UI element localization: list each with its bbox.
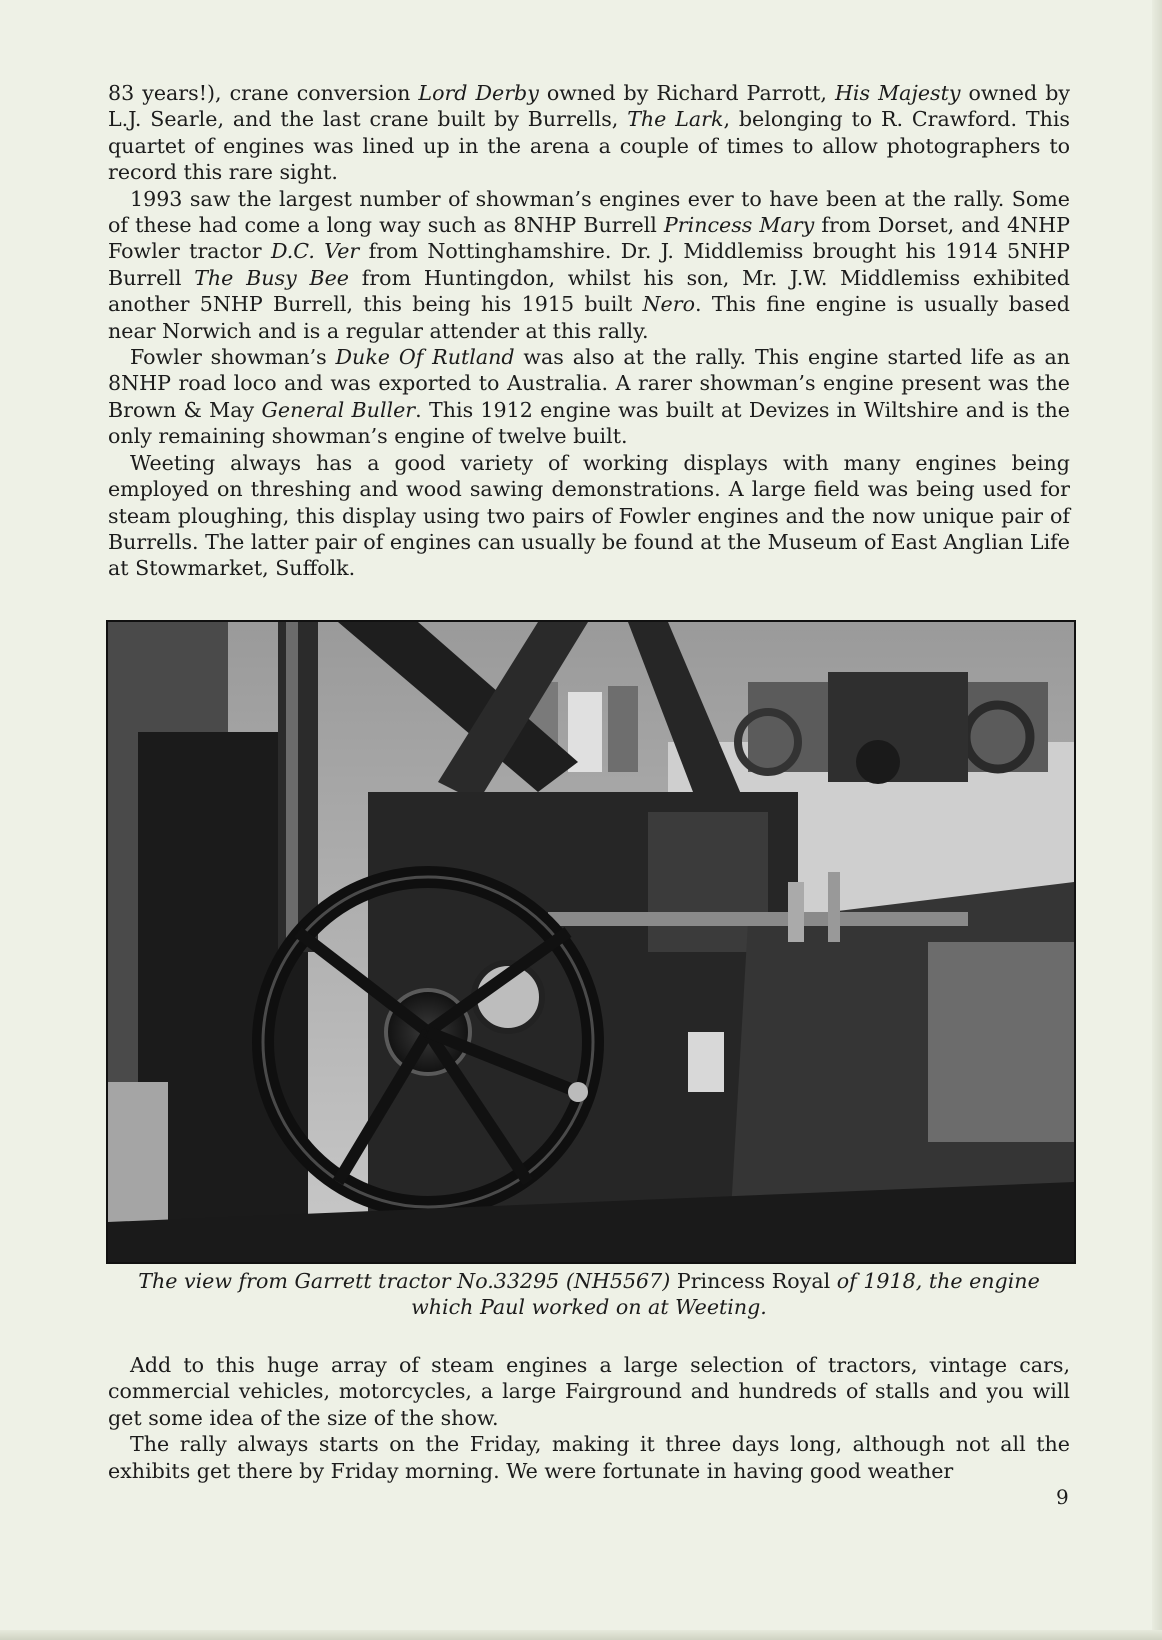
text-run: Add to this huge array of steam engines a large selection of tractors, vintage cars, commercial vehicles, motorcycles, a large Fairground and hundreds of stalls and you will get some idea of the size of the show. xyxy=(108,1353,1070,1430)
text-run: 1993 saw the largest number of showman’s engines ever to have been at the rally. Some of these had come a long way such as 8NHP Burrell xyxy=(108,186,1070,238)
text-run: was also at the rally. This engine started life as an 8NHP road loco and was exported to Australia. A rarer showman’s engine present was the Brown & May xyxy=(108,345,1070,422)
caption-engine-name: Princess Royal xyxy=(676,1269,831,1293)
italic-title: Princess Mary xyxy=(663,213,815,238)
paragraph xyxy=(108,1352,1070,1431)
text-run: from Huntingdon, whilst his son, Mr. J.W. Middlemiss exhibited another 5NHP Burrell, this being his 1915 built xyxy=(108,265,1070,317)
italic-title: Nero xyxy=(642,292,695,317)
paragraph xyxy=(108,344,1070,450)
text-run: The rally always starts on the Friday, making it three days long, although not all the exhibits get there by Friday morning. We were fortunate in having good weather xyxy=(108,1432,1070,1483)
italic-title: The Lark xyxy=(627,107,724,132)
paragraph xyxy=(108,186,1070,344)
top-text-block xyxy=(108,80,1070,582)
italic-title: Duke Of Rutland xyxy=(335,345,515,370)
text-run: . This 1912 engine was built at Devizes in Wiltshire and is the only remaining showman’s engine of twelve built. xyxy=(108,397,1070,449)
italic-title: Lord Derby xyxy=(418,81,539,105)
paragraph xyxy=(108,1431,1070,1484)
bottom-text-block xyxy=(108,1352,1070,1484)
italic-title: General Buller xyxy=(261,397,416,422)
text-run: Fowler showman’s xyxy=(130,345,336,370)
paragraph xyxy=(108,450,1070,582)
page-bottom-edge xyxy=(0,1630,1162,1640)
page-edge xyxy=(1152,0,1162,1640)
text-run: 83 years!), crane conversion xyxy=(108,81,419,105)
photo-caption xyxy=(108,1268,1070,1320)
italic-title: The Busy Bee xyxy=(194,265,349,290)
paragraph xyxy=(108,80,1070,186)
engine-cab-photo xyxy=(106,620,1076,1264)
text-run: owned by L.J. Searle, and the last crane built by Burrells, xyxy=(108,81,1071,132)
text-run: Weeting always has a good variety of working displays with many engines being employed on threshing and wood sawing demonstrations. A large field was being used for steam ploughing, this display using two pairs of Fowler engines and the now unique pair of Burrells. The latter pair of engines can usually be found at the Museum of East Anglian Life at Stowmarket, Suffolk. xyxy=(108,450,1070,581)
text-run: . This fine engine is usually based near Norwich and is a regular attender at this rally. xyxy=(108,292,1070,343)
text-run: from Nottinghamshire. Dr. J. Middlemiss brought his 1914 5NHP Burrell xyxy=(108,239,1070,290)
caption-part-1: The view from Garrett tractor No.33295 (NH5567) xyxy=(138,1269,677,1293)
photo-illustration xyxy=(108,622,1074,1262)
caption-part-3: of 1918, the engine which Paul worked on at Weeting. xyxy=(411,1269,1040,1319)
page-number: 9 xyxy=(1056,1485,1069,1509)
text-run: owned by Richard Parrott, xyxy=(538,81,835,105)
text-run: , belonging to R. Crawford. This quartet of engines was lined up in the arena a couple of times to allow photographers to record this rare sight. xyxy=(108,107,1070,185)
italic-title: His Majesty xyxy=(834,81,961,105)
italic-title: D.C. Ver xyxy=(270,239,360,264)
text-run: from Dorset, and 4NHP Fowler tractor xyxy=(108,213,1070,264)
